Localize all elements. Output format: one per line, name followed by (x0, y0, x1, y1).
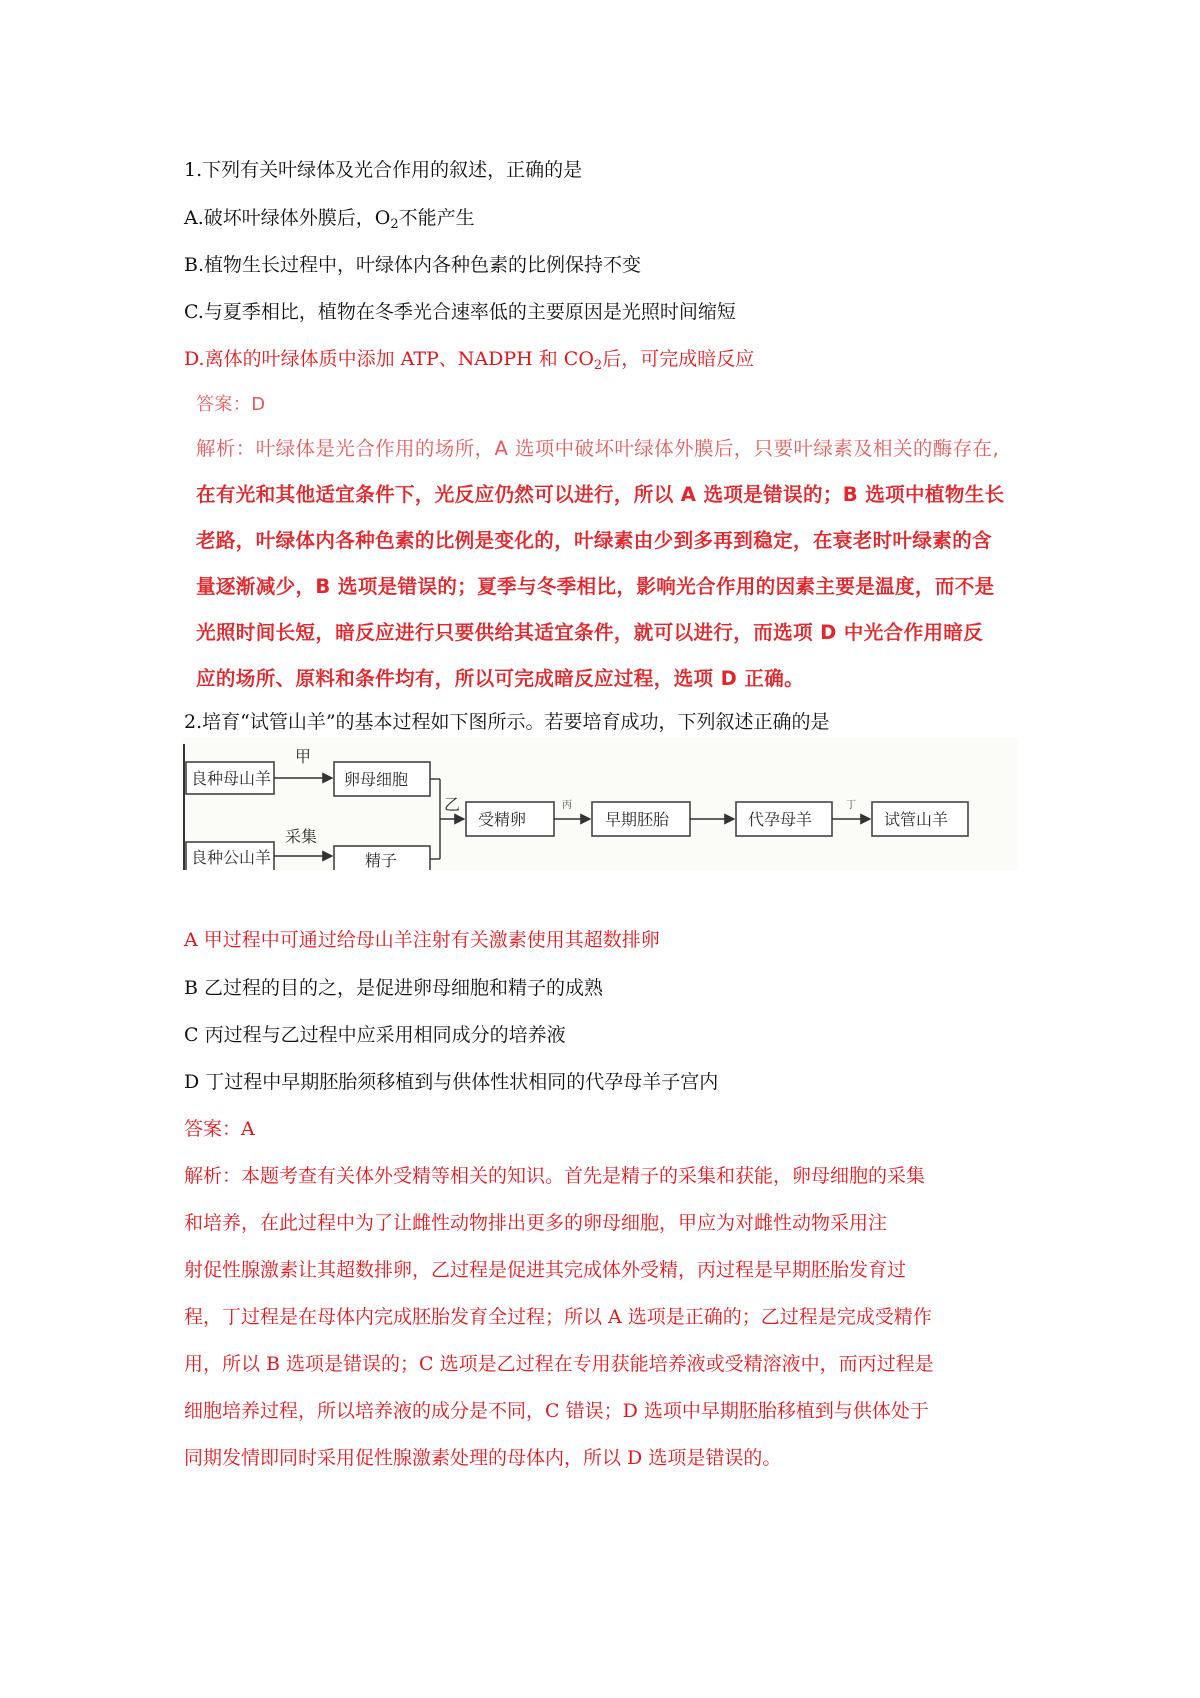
surrogate-label: 代孕母羊 (748, 810, 813, 829)
q2-analysis-line: 程，丁过程是在母体内完成胚胎发育全过程；所以 A 选项是正确的；乙过程是完成受精作 (184, 1306, 932, 1328)
q2-analysis-line: 解析：本题考查有关体外受精等相关的知识。首先是精子的采集和获能，卵母细胞的采集 (184, 1165, 926, 1187)
q1-analysis-line: 量逐渐减少，B 选项是错误的；夏季与冬季相比，影响光合作用的因素主要是温度，而不是 (196, 575, 995, 598)
male-goat-box (186, 842, 274, 870)
male-goat-label: 良种公山羊 (191, 848, 272, 867)
surrogate-box (736, 802, 832, 836)
q1-option-a (184, 206, 475, 230)
process-diagram (182, 738, 1018, 870)
q2-option-d: D 丁过程中早期胚胎须移植到与供体性状相同的代孕母羊子宫内 (184, 1071, 719, 1093)
q1-option-b: B.植物生长过程中，叶绿体内各种色素的比例保持不变 (184, 254, 642, 276)
q1-option-d-subscript: 2 (593, 358, 603, 373)
jia-label: 甲 (295, 747, 312, 766)
q1-analysis-line: 老路，叶绿体内各种色素的比例是变化的，叶绿素由少到多再到稳定，在衰老时叶绿素的含 (196, 529, 993, 552)
q1-option-a-subscript: 2 (390, 217, 399, 232)
sperm-box (334, 846, 430, 870)
sperm-label: 精子 (365, 851, 398, 870)
q1-option-a-text: A.破坏叶绿体外膜后，O (184, 207, 391, 229)
bing-label: 丙 (562, 800, 572, 811)
zygote-box (466, 802, 554, 836)
q1-analysis-line: 解析：叶绿体是光合作用的场所，A 选项中破坏叶绿体外膜后，只要叶绿素及相关的酶存在, (196, 437, 1000, 460)
q1-analysis-line: 应的场所、原料和条件均有，所以可完成暗反应过程，选项 D 正确。 (196, 667, 805, 690)
collect-label: 采集 (285, 827, 318, 846)
q2-analysis-line: 和培养，在此过程中为了让雌性动物排出更多的卵母细胞，甲应为对雌性动物采用注 (184, 1212, 888, 1234)
q1-option-d-text-end: 后，可完成暗反应 (602, 348, 755, 370)
oocyte-label: 卵母细胞 (344, 770, 409, 789)
q2-analysis-line: 用，所以 B 选项是错误的；C 选项是乙过程在专用获能培养液或受精溶液中，而丙过程是 (184, 1353, 934, 1375)
q1-stem: 1.下列有关叶绿体及光合作用的叙述，正确的是 (184, 159, 583, 181)
q2-stem: 2.培育“试管山羊”的基本过程如下图所示。若要培育成功，下列叙述正确的是 (184, 711, 830, 733)
ding-label: 丁 (846, 800, 856, 811)
q1-analysis-line: 光照时间长短，暗反应进行只要供给其适宜条件，就可以进行，而选项 D 中光合作用暗反 (196, 621, 984, 644)
zygote-label: 受精卵 (478, 810, 527, 829)
test-tube-goat-label: 试管山羊 (884, 810, 949, 829)
q1-option-a-text-end: 不能产生 (398, 207, 475, 229)
test-tube-goat-box (872, 802, 968, 836)
q2-analysis-line: 细胞培养过程，所以培养液的成分是不同，C 错误；D 选项中早期胚胎移植到与供体处于 (184, 1400, 929, 1422)
early-embryo-label: 早期胚胎 (605, 810, 670, 829)
q1-option-d-text: D.离体的叶绿体质中添加 ATP、NADPH 和 CO (184, 348, 594, 370)
yi-label: 乙 (444, 795, 461, 814)
q2-analysis-line: 射促性腺激素让其超数排卵，乙过程是促进其完成体外受精，丙过程是早期胚胎发育过 (184, 1259, 907, 1281)
q2-option-a: A 甲过程中可通过给母山羊注射有关激素使用其超数排卵 (184, 929, 660, 951)
q1-option-d (184, 347, 754, 371)
q2-answer: 答案：A (184, 1118, 255, 1140)
female-goat-label: 良种母山羊 (191, 769, 272, 788)
q2-analysis-line: 同期发情即同时采用促性腺激素处理的母体内，所以 D 选项是错误的。 (184, 1447, 782, 1469)
oocyte-box (334, 762, 430, 796)
q1-option-c: C.与夏季相比，植物在冬季光合速率低的主要原因是光照时间缩短 (184, 301, 736, 323)
female-goat-box (186, 762, 274, 794)
q1-answer: 答案：D (196, 394, 266, 415)
q2-option-c: C 丙过程与乙过程中应采用相同成分的培养液 (184, 1024, 566, 1046)
q1-analysis-line: 在有光和其他适宜条件下，光反应仍然可以进行，所以 A 选项是错误的；B 选项中植物生长 (196, 483, 1005, 506)
q2-option-b: B 乙过程的目的之，是促进卵母细胞和精子的成熟 (184, 977, 604, 999)
early-embryo-box (592, 802, 690, 836)
